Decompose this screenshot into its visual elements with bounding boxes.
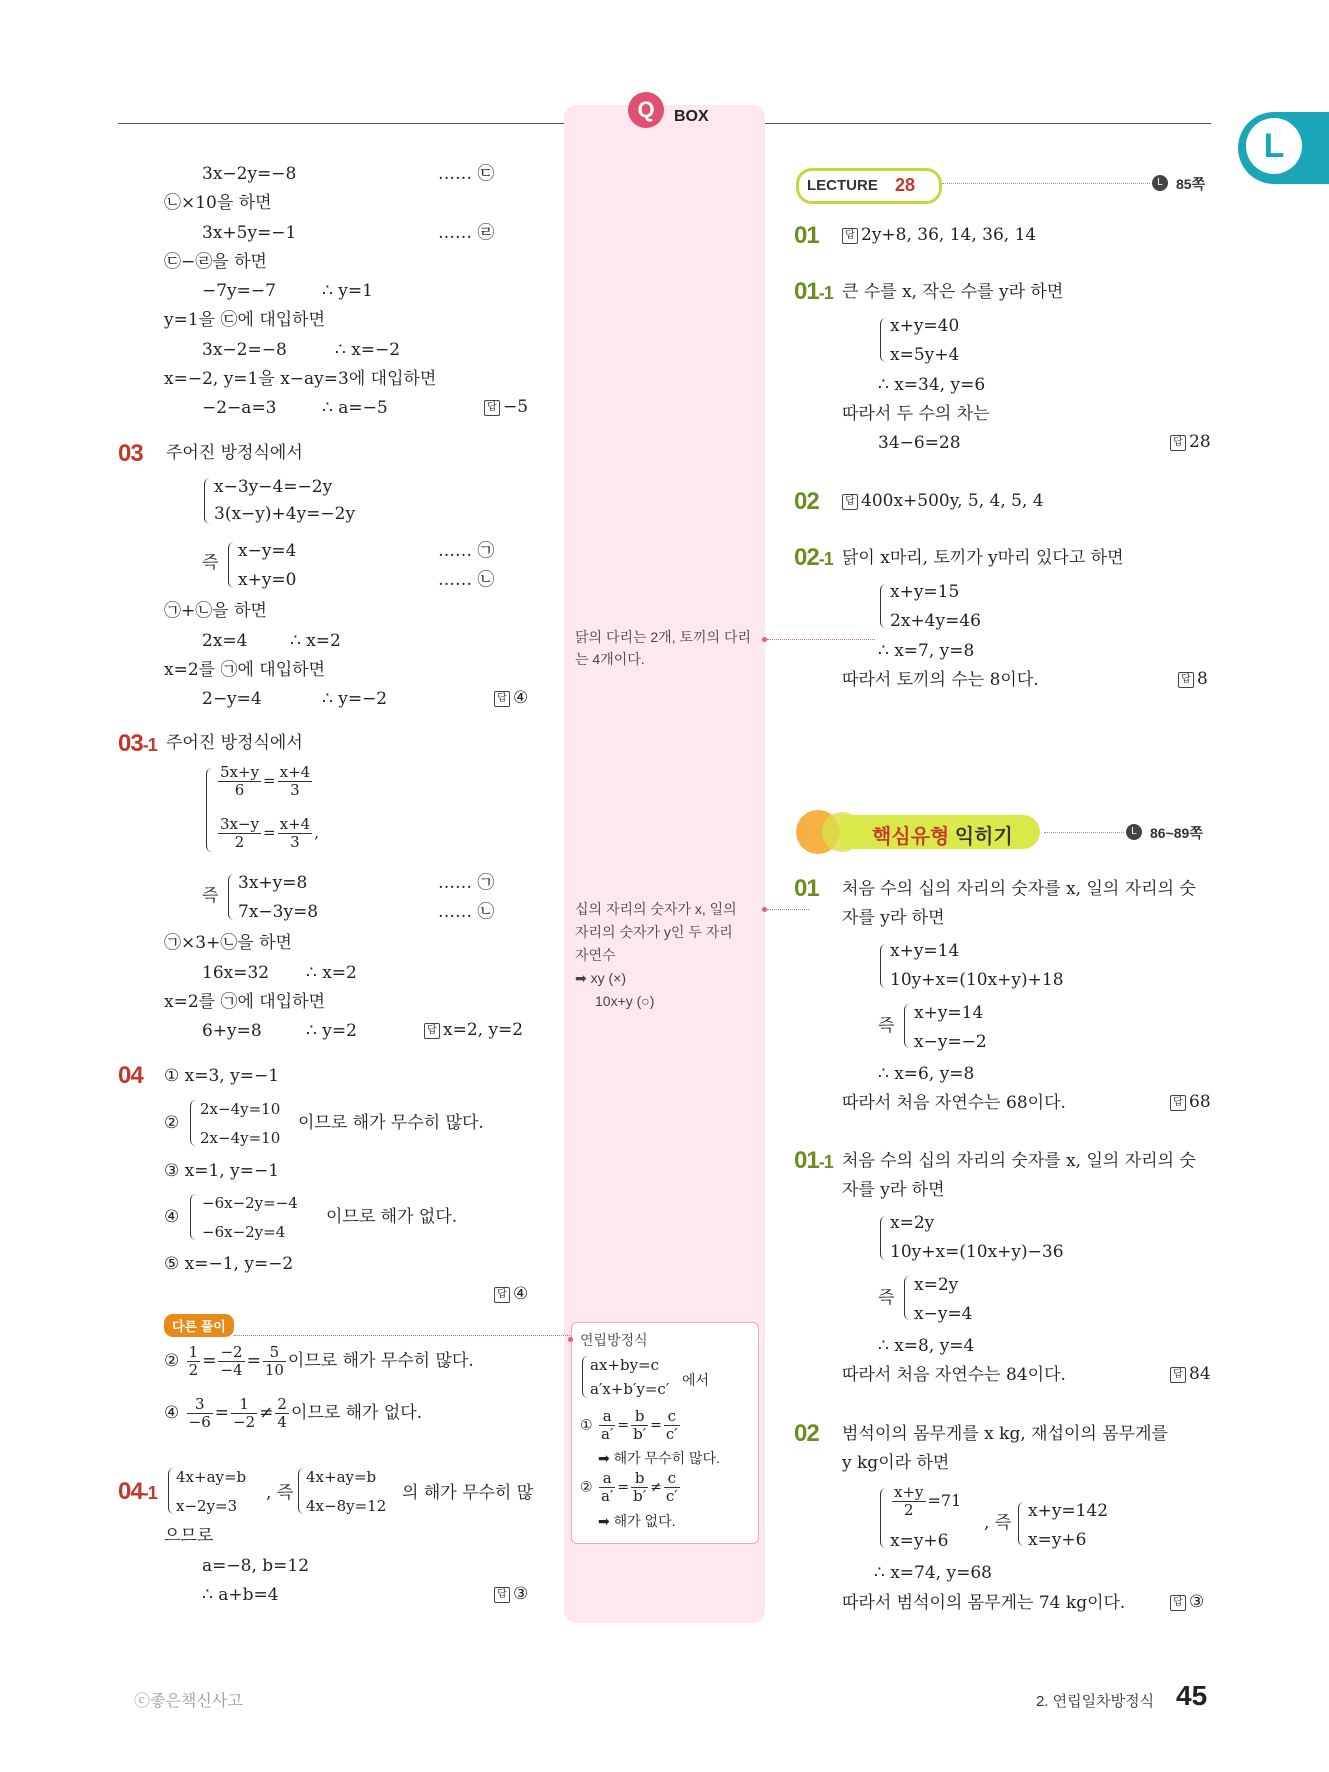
text-line: 따라서 두 수의 차는 <box>842 404 990 424</box>
eq-line: x=y+6 <box>1028 1530 1087 1550</box>
lecture-page-icon: L <box>1152 175 1168 191</box>
eq-result: ∴ x=−2 <box>335 340 401 360</box>
text-line: 이므로 해가 무수히 많다. <box>298 1113 484 1133</box>
text-line: 주어진 방정식에서 <box>166 443 303 463</box>
text-line: ㉡×10을 하면 <box>164 193 272 213</box>
answer: 답 ④ <box>494 688 528 708</box>
eq-line: 4x+ay=b <box>176 1468 247 1486</box>
eq-result: ∴ x=2 <box>306 963 357 983</box>
text-line: 이므로 해가 없다. <box>326 1207 458 1227</box>
eq-line: 2−y=4 <box>202 689 262 709</box>
eq-line: 16x=32 <box>202 963 270 983</box>
eq-line: a=−8, b=12 <box>202 1556 310 1576</box>
box-rule-1: ① $\frac{a}{a'}$ = $\frac{b}{b'}$ = $\frac{c}{c'}$ <box>580 1407 678 1443</box>
eq-line: x+y=142 <box>1028 1501 1109 1521</box>
text-line: 범석이의 몸무게를 x kg, 재섭이의 몸무게를 <box>842 1424 1168 1444</box>
eq-line: −6x−2y=4 <box>202 1223 286 1241</box>
eq-result: ∴ x=6, y=8 <box>878 1064 975 1084</box>
answer-icon: 답 <box>1170 435 1186 451</box>
text-line: ㉠×3+㉡을 하면 <box>164 933 292 953</box>
text-line: 으므로 <box>164 1526 214 1546</box>
brace <box>206 768 213 852</box>
lecture-page: 85쪽 <box>1176 176 1206 192</box>
eq-tag: …… ㉣ <box>438 223 495 243</box>
fraction-eq: $\frac{x+y}{2}$ =71 <box>894 1483 962 1519</box>
text-line: 자를 y라 하면 <box>842 908 945 928</box>
brace <box>880 1488 887 1548</box>
answer: 답 68 <box>1170 1092 1211 1112</box>
eq-line: x+y=14 <box>914 1003 984 1023</box>
text-line: 따라서 처음 자연수는 84이다. <box>842 1365 1066 1385</box>
text-line: y=1을 ㉢에 대입하면 <box>164 310 326 330</box>
box-rule-2: ② $\frac{a}{a'}$ = $\frac{b}{b'}$ ≠ $\frac{c}{c'}$ <box>580 1469 678 1505</box>
box-title: 연립방정식 <box>580 1332 648 1348</box>
lecture-badge: LECTURE 28 <box>796 168 942 204</box>
brace <box>298 1468 305 1514</box>
text-line: y kg이라 하면 <box>842 1453 950 1473</box>
eq-line: x+y=0 <box>238 570 297 590</box>
eq-line: 2x+4y=46 <box>890 611 981 631</box>
brace <box>168 1468 175 1514</box>
eq-line: x=y+6 <box>890 1531 949 1551</box>
problem-number: 04-1 <box>118 1478 157 1505</box>
brace <box>880 1216 887 1260</box>
leader-line <box>767 639 875 640</box>
text-line: x=−2, y=1을 x−ay=3에 대입하면 <box>164 369 437 389</box>
jeuk-label: , 즉 <box>984 1513 1012 1533</box>
jeuk-label: , 즉 <box>266 1483 294 1503</box>
eq-line: 4x+ay=b <box>306 1468 377 1486</box>
note-dot <box>568 1337 573 1342</box>
option-mark: ② <box>164 1113 180 1133</box>
eq-line: 3x−2y=−8 <box>202 164 297 184</box>
qbox-label: BOX <box>674 108 709 125</box>
eq-line: x+y=40 <box>890 316 960 336</box>
box-rule-2-text: ➡ 해가 없다. <box>598 1513 676 1529</box>
text-line: 닭이 x마리, 토끼가 y마리 있다고 하면 <box>842 548 1124 568</box>
brace <box>904 1276 911 1320</box>
text-line: 자를 y라 하면 <box>842 1180 945 1200</box>
answer-icon: 답 <box>484 400 500 416</box>
problem-number: 01-1 <box>794 1147 833 1174</box>
answer: 답 8 <box>1178 669 1208 689</box>
answer: 답 ③ <box>1170 1592 1204 1612</box>
fraction-eq: $\frac{5x+y}{6}$ = $\frac{x+4}{3}$ <box>220 763 311 799</box>
page-number: 45 <box>1176 1680 1208 1711</box>
text-line: x=2를 ㉠에 대입하면 <box>164 992 325 1012</box>
chapter-title: 2. 연립일차방정식 <box>1036 1693 1155 1710</box>
brace <box>228 874 235 920</box>
eq-line: x=2y <box>890 1213 935 1233</box>
eq-tag: …… ㉠ <box>438 873 495 893</box>
eq-line: x+y=14 <box>890 941 960 961</box>
eq-line: x−2y=3 <box>176 1497 238 1515</box>
answer-icon: 답 <box>842 228 858 244</box>
eq-line: x−y=−2 <box>914 1032 987 1052</box>
brace <box>190 1100 197 1146</box>
answer: 답 400x+500y, 5, 4, 5, 4 <box>842 491 1044 511</box>
eq-line: 3x−2=−8 <box>202 340 287 360</box>
leader-line <box>1044 832 1124 833</box>
eq-line: 3x+y=8 <box>238 873 308 893</box>
eq-line: x+y=15 <box>890 582 960 602</box>
eq-result: ∴ x=34, y=6 <box>878 375 986 395</box>
text-line: x=2를 ㉠에 대입하면 <box>164 660 325 680</box>
eq-line: 10y+x=(10x+y)−36 <box>890 1242 1064 1262</box>
answer: 답 84 <box>1170 1364 1211 1384</box>
problem-number: 01 <box>794 222 819 249</box>
eq-line: x−3y−4=−2y <box>214 477 333 497</box>
jeuk-label: 즉 <box>202 886 219 906</box>
fraction-eq: $\frac{3x-y}{2}$ = $\frac{x+4}{3}$ , <box>220 815 319 851</box>
text-line: 에서 <box>682 1372 710 1388</box>
top-rule-left <box>118 123 564 124</box>
eq-line: −7y=−7 <box>202 281 276 301</box>
answer-icon: 답 <box>1170 1367 1186 1383</box>
qbox-logo: Q <box>628 92 664 128</box>
brace <box>190 1194 197 1240</box>
eq-result: ∴ x=8, y=4 <box>878 1336 975 1356</box>
section-title: 핵심유형 익히기 <box>872 826 1013 848</box>
jeuk-label: 즉 <box>878 1288 895 1308</box>
eq-result: ∴ x=74, y=68 <box>874 1563 992 1583</box>
side-tab-circle: L <box>1246 118 1302 174</box>
eq-result: ∴ a=−5 <box>322 398 388 418</box>
text-line: ㉢−㉣을 하면 <box>164 252 267 272</box>
brace <box>204 478 211 524</box>
problem-number: 02 <box>794 488 819 515</box>
eq-line: 34−6=28 <box>878 433 961 453</box>
eq-line: 2x−4y=10 <box>200 1100 281 1118</box>
brace <box>880 584 887 628</box>
top-rule-right <box>765 123 1211 124</box>
leader-line <box>942 183 1150 184</box>
problem-number: 01-1 <box>794 278 833 305</box>
answer: 답 28 <box>1170 432 1211 452</box>
leader-line <box>767 909 809 910</box>
eq-result: ∴ x=7, y=8 <box>878 641 975 661</box>
eq-line: x=5y+4 <box>890 345 960 365</box>
eq-line: −6x−2y=−4 <box>202 1194 298 1212</box>
jeuk-label: 즉 <box>202 553 219 573</box>
option-mark: ④ <box>164 1207 180 1227</box>
problem-number: 03 <box>118 440 143 467</box>
option-line: ③ x=1, y=−1 <box>164 1161 280 1181</box>
problem-number: 01 <box>794 875 819 902</box>
jeuk-label: 즉 <box>878 1016 895 1036</box>
answer-icon: 답 <box>1178 672 1194 688</box>
eq-line: ∴ a+b=4 <box>202 1585 279 1605</box>
brace <box>228 542 235 588</box>
brace <box>880 318 887 362</box>
text-line: 주어진 방정식에서 <box>166 733 303 753</box>
eq-line: x=2y <box>914 1275 959 1295</box>
answer: 답 ③ <box>494 1584 528 1604</box>
eq-line: 3x+5y=−1 <box>202 223 297 243</box>
eq-tag: …… ㉡ <box>438 570 495 590</box>
eq-result: ∴ y=−2 <box>322 689 388 709</box>
eq-line: 7x−3y=8 <box>238 902 319 922</box>
box-rule-1-text: ➡ 해가 무수히 많다. <box>598 1450 720 1466</box>
text-line: 큰 수를 x, 작은 수를 y라 하면 <box>842 282 1064 302</box>
eq-line: −2−a=3 <box>202 398 277 418</box>
side-note: 닭의 다리는 2개, 토끼의 다리는 4개이다. <box>575 629 751 667</box>
eq-line: 10y+x=(10x+y)+18 <box>890 970 1064 990</box>
problem-number: 03-1 <box>118 730 157 757</box>
answer-icon: 답 <box>1170 1595 1186 1611</box>
brace <box>582 1356 589 1398</box>
eq-tag: …… ㉠ <box>438 541 495 561</box>
text-line: ㉠+㉡을 하면 <box>164 601 267 621</box>
brace <box>1018 1502 1025 1546</box>
problem-number: 02-1 <box>794 544 833 571</box>
eq-result: ∴ x=2 <box>290 631 341 651</box>
eq-line: 2x−4y=10 <box>200 1129 281 1147</box>
eq-result: ∴ y=2 <box>306 1021 357 1041</box>
text-line: 따라서 처음 자연수는 68이다. <box>842 1093 1066 1113</box>
side-note: 십의 자리의 숫자가 x, 일의 자리의 숫자가 y인 두 자리 자연수 ➡ xy (×) 10x+y (○) <box>575 901 737 1009</box>
alt-line-2: ④ $\frac{3}{-6}$ = $\frac{1}{-2}$ ≠ $\frac{2}{4}$ 이므로 해가 없다. <box>164 1395 423 1431</box>
answer: 답 x=2, y=2 <box>424 1020 523 1040</box>
alt-solution-tag: 다른 풀이 <box>164 1314 234 1337</box>
problem-number: 02 <box>794 1420 819 1447</box>
eq-line: x−y=4 <box>914 1304 973 1324</box>
eq-line: 6+y=8 <box>202 1021 262 1041</box>
text-line: 처음 수의 십의 자리의 숫자를 x, 일의 자리의 숫 <box>842 879 1196 899</box>
text-line: 처음 수의 십의 자리의 숫자를 x, 일의 자리의 숫 <box>842 1151 1196 1171</box>
answer: 답 ④ <box>494 1284 528 1304</box>
leader-line <box>234 1335 572 1336</box>
text-line: 따라서 범석이의 몸무게는 74 kg이다. <box>842 1593 1126 1613</box>
answer-icon: 답 <box>1170 1095 1186 1111</box>
eq-line: ax+by=c <box>590 1356 660 1374</box>
section-page: 86~89쪽 <box>1150 825 1203 841</box>
alt-line-1: ② $\frac{1}{2}$ = $\frac{-2}{-4}$ = $\frac{5}{10}$ 이므로 해가 무수히 많다. <box>164 1343 474 1379</box>
eq-tag: …… ㉡ <box>438 902 495 922</box>
answer-icon: 답 <box>494 691 510 707</box>
section-page-icon: L <box>1126 824 1142 840</box>
eq-tag: …… ㉢ <box>438 164 495 184</box>
answer-icon: 답 <box>842 494 858 510</box>
text-line: 따라서 토끼의 수는 8이다. <box>842 670 1039 690</box>
eq-line: a′x+b′y=c′ <box>590 1380 670 1398</box>
eq-line: 2x=4 <box>202 631 248 651</box>
brace <box>880 944 887 988</box>
text-line: 의 해가 무수히 많 <box>402 1483 534 1503</box>
answer-icon: 답 <box>494 1287 510 1303</box>
answer-icon: 답 <box>494 1587 510 1603</box>
answer: 답 2y+8, 36, 14, 36, 14 <box>842 225 1036 245</box>
brace <box>904 1004 911 1048</box>
copyright: ⓒ좋은책신사고 <box>134 1693 243 1710</box>
eq-line: 3(x−y)+4y=−2y <box>214 504 356 524</box>
problem-number: 04 <box>118 1062 143 1089</box>
eq-line: 4x−8y=12 <box>306 1497 387 1515</box>
eq-line: x−y=4 <box>238 541 297 561</box>
option-line: ⑤ x=−1, y=−2 <box>164 1254 294 1274</box>
answer: 답 −5 <box>484 397 528 417</box>
answer-icon: 답 <box>424 1023 440 1039</box>
eq-result: ∴ y=1 <box>322 281 373 301</box>
option-line: ① x=3, y=−1 <box>164 1066 280 1086</box>
